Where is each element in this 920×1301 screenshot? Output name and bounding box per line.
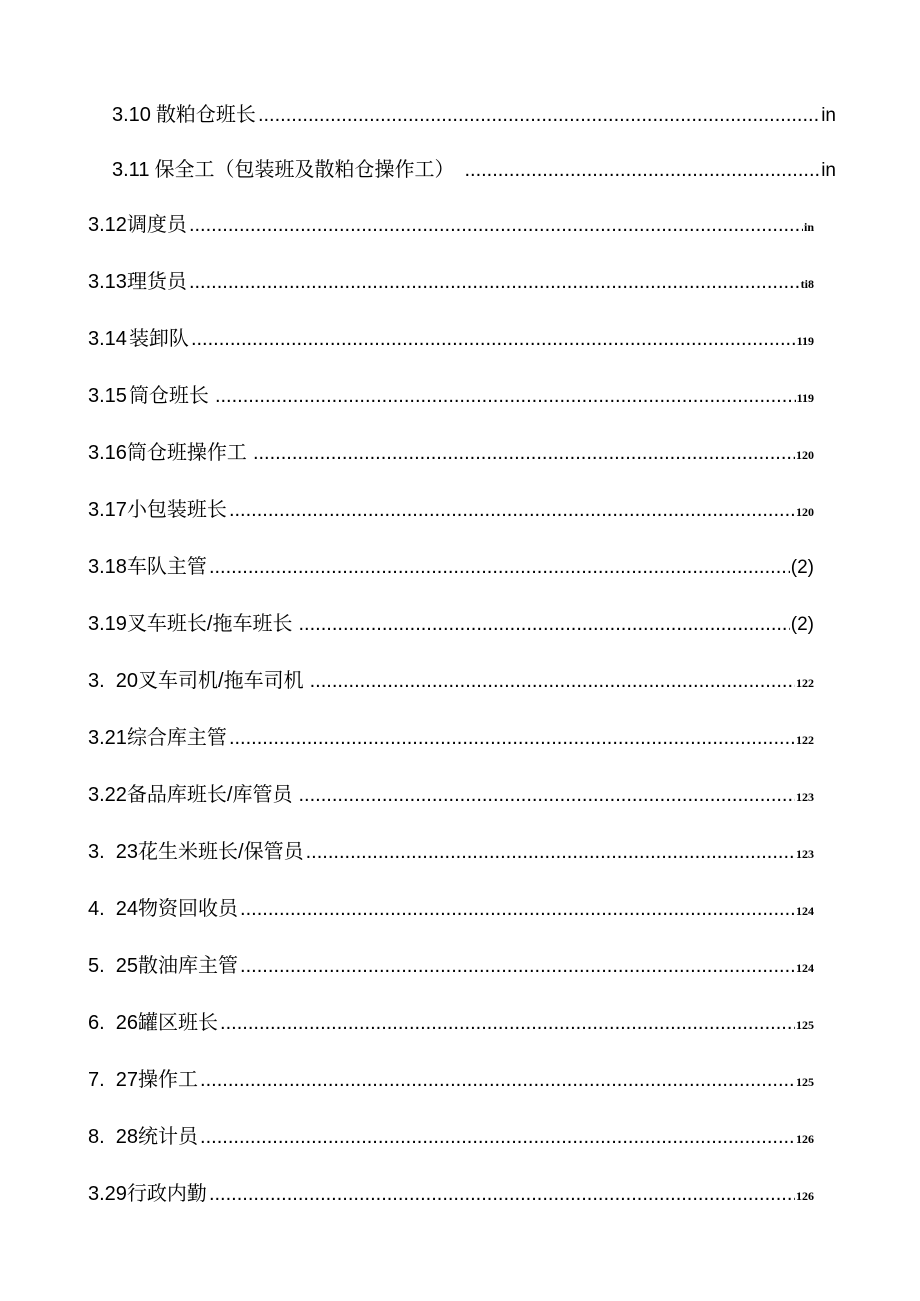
toc-entry-number: 3.18 [88, 556, 127, 578]
toc-entry-title: 筒仓班长 [128, 385, 209, 407]
toc-dot-leader [229, 726, 795, 750]
toc-entry-title: 理货员 [126, 271, 187, 293]
toc-entry-title: 筒仓班操作工 [126, 442, 247, 464]
toc-entry-page: 120 [796, 505, 814, 519]
toc-entry-3-21[interactable] [88, 726, 814, 752]
toc-entry-page: 122 [796, 676, 814, 690]
toc-dot-leader [240, 897, 795, 921]
toc-dot-leader [229, 498, 795, 522]
toc-entry-3-10[interactable] [112, 103, 836, 128]
toc-entry-title: 保全工（包装班及散粕仓操作工） [154, 159, 455, 181]
toc-dot-leader [299, 612, 790, 636]
toc-entry-page: (2) [790, 614, 814, 635]
toc-entry-3-22[interactable] [88, 783, 814, 809]
toc-entry-page: 123 [796, 847, 814, 861]
toc-entry-3-20[interactable] [88, 669, 814, 695]
toc-entry-page: 125 [796, 1018, 814, 1032]
toc-entry-7-27[interactable] [88, 1068, 814, 1094]
toc-entry-page: 124 [796, 904, 814, 918]
toc-entry-number: 3. 23 [88, 841, 139, 863]
toc-dot-leader [220, 1011, 795, 1035]
toc-entry-8-28[interactable] [88, 1125, 814, 1151]
toc-entry-page: 126 [796, 1132, 814, 1146]
toc-entry-title: 物资回收员 [138, 898, 239, 920]
toc-entry-title: 罐区班长 [138, 1012, 219, 1034]
toc-entry-3-12[interactable] [88, 213, 814, 239]
toc-entry-page: 125 [796, 1075, 814, 1089]
toc-dot-leader [306, 840, 795, 864]
toc-entry-number: 3.15 [88, 385, 127, 407]
toc-entry-number: 3.21 [88, 727, 127, 749]
toc-entry-title: 行政内勤 [126, 1183, 207, 1205]
toc-entry-3-17[interactable] [88, 498, 814, 524]
toc-entry-4-24[interactable] [88, 897, 814, 923]
toc-entry-3-23[interactable] [88, 840, 814, 866]
toc-entry-number: 3.17 [88, 499, 127, 521]
toc-dot-leader [299, 783, 796, 807]
toc-entry-title: 调度员 [126, 214, 187, 236]
toc-entry-page: (2) [790, 557, 814, 578]
toc-dot-leader [215, 384, 796, 408]
toc-entry-title: 散油库主管 [138, 955, 239, 977]
toc-entry-title: 备品库班长/库管员 [126, 784, 293, 806]
toc-entry-title: 叉车班长/拖车班长 [126, 613, 293, 635]
toc-dot-leader [200, 1125, 795, 1149]
toc-dot-leader [189, 270, 800, 294]
toc-entry-number: 5. 25 [88, 955, 139, 977]
toc-entry-page: 120 [796, 448, 814, 462]
toc-dot-leader [189, 213, 803, 237]
toc-entry-number: 7. 27 [88, 1069, 139, 1091]
toc-entry-title: 花生米班长/保管员 [138, 841, 304, 863]
toc-entry-number: 6. 26 [88, 1012, 139, 1034]
toc-entry-number: 3.22 [88, 784, 127, 806]
toc-entry-page: 124 [796, 961, 814, 975]
toc-entry-title: 小包装班长 [126, 499, 227, 521]
toc-entry-number: 3.16 [88, 442, 127, 464]
toc-entry-page: 122 [796, 733, 814, 747]
toc-dot-leader [253, 441, 795, 465]
toc-entry-5-25[interactable] [88, 954, 814, 980]
toc-dot-leader [191, 327, 796, 351]
toc-entry-number: 3.13 [88, 271, 127, 293]
toc-entry-number: 4. 24 [88, 898, 139, 920]
toc-dot-leader [209, 555, 790, 579]
toc-entry-number: 3. 20 [88, 670, 139, 692]
toc-entry-6-26[interactable] [88, 1011, 814, 1037]
toc-entry-number: 3.19 [88, 613, 127, 635]
toc-entry-page: in [821, 160, 836, 181]
toc-dot-leader [464, 158, 820, 182]
toc-entry-title: 装卸队 [128, 328, 189, 350]
toc-entry-number: 3.29 [88, 1183, 127, 1205]
toc-entry-3-13[interactable] [88, 270, 814, 296]
toc-entry-3-15[interactable] [88, 384, 814, 410]
toc-entry-title: 统计员 [138, 1126, 199, 1148]
toc-dot-leader [200, 1068, 795, 1092]
toc-entry-number: 3.12 [88, 214, 127, 236]
toc-entry-3-14[interactable] [88, 327, 814, 353]
toc-entry-number: 8. 28 [88, 1126, 139, 1148]
toc-entry-title: 综合库主管 [126, 727, 227, 749]
toc-entry-3-18[interactable] [88, 555, 814, 580]
toc-entry-page: 119 [796, 391, 814, 405]
toc-entry-page: in [803, 220, 814, 234]
toc-entry-page: in [821, 105, 836, 126]
toc-dot-leader [258, 103, 820, 127]
toc-entry-3-19[interactable] [88, 612, 814, 637]
toc-entry-page: ti8 [800, 277, 814, 291]
toc-entry-number: 3.11 [112, 159, 150, 181]
toc-entry-title: 车队主管 [126, 556, 207, 578]
toc-entry-3-29[interactable] [88, 1182, 814, 1208]
toc-dot-leader [310, 669, 795, 693]
toc-dot-leader [240, 954, 795, 978]
toc-dot-leader [209, 1182, 795, 1206]
toc-entry-number: 3.14 [88, 328, 127, 350]
toc-entry-title: 散粕仓班长 [155, 104, 256, 126]
toc-entry-title: 叉车司机/拖车司机 [138, 670, 304, 692]
toc-entry-page: 119 [796, 334, 814, 348]
toc-entry-page: 126 [796, 1189, 814, 1203]
toc-entry-title: 操作工 [138, 1069, 199, 1091]
toc-entry-number: 3.10 [112, 104, 151, 126]
toc-entry-page: 123 [796, 790, 814, 804]
toc-entry-3-16[interactable] [88, 441, 814, 467]
toc-entry-3-11[interactable] [112, 158, 836, 183]
